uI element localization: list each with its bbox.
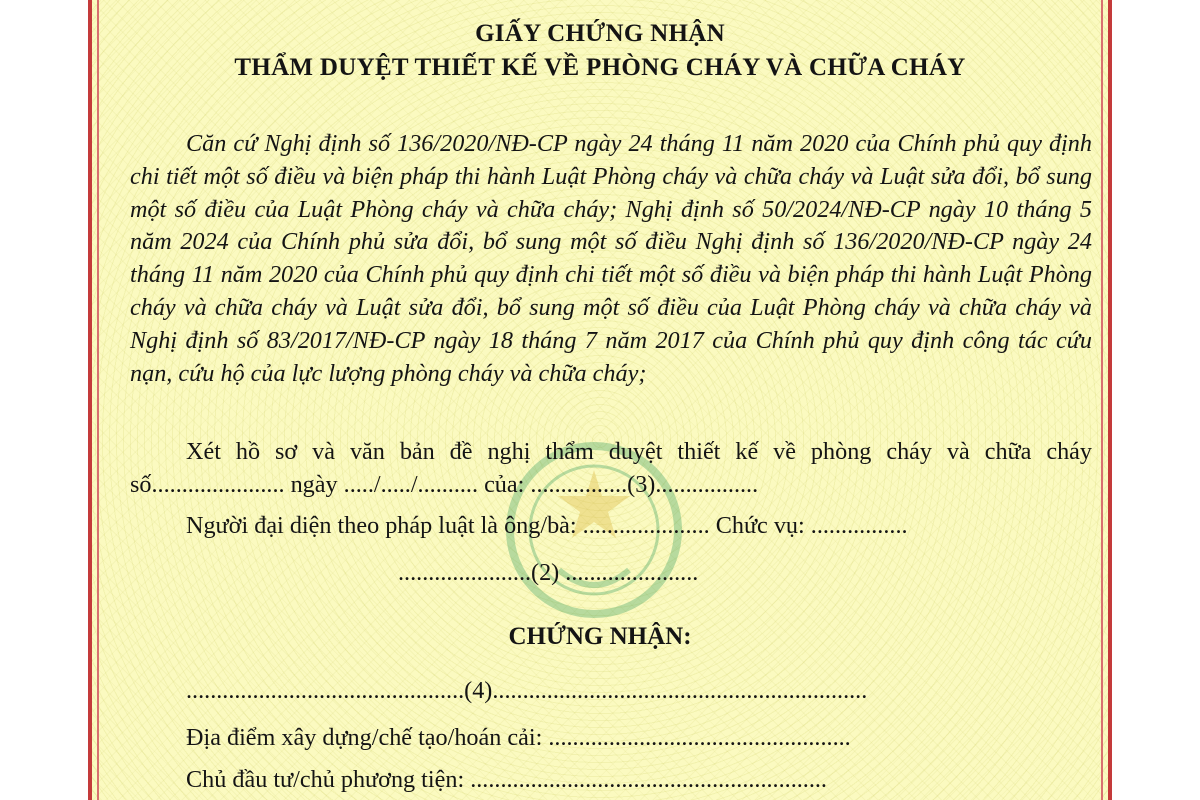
location-line: Địa điểm xây dựng/chế tạo/hoán cải: .................................................. [186,724,851,751]
certificate-subtitle: THẨM DUYỆT THIẾT KẾ VỀ PHÒNG CHÁY VÀ CHỮA CHÁY [234,54,966,81]
left-border-inner [97,0,99,800]
review-paragraph: Xét hồ sơ và văn bản đề nghị thẩm duyệt thiết kế về phòng cháy và chữa cháy số...................... ngày ...../...../.......... của: ................(3)................. [130,438,1092,498]
field-line-4: ..............................................(4).............................................................. [186,677,868,704]
representative-line: Người đại diện theo pháp luật là ông/bà: ..................... Chức vụ: ................ [186,512,908,539]
legal-basis-paragraph: Căn cứ Nghị định số 136/2020/NĐ-CP ngày 24 tháng 11 năm 2020 của Chính phủ quy định chi tiết một số điều và biện pháp thi hành Luật Phòng cháy và chữa cháy và Luật sửa đổi, bổ sung một số điều của Luật Phòng cháy và chữa cháy; Nghị định số 50/2024/NĐ-CP ngày 10 tháng 5 năm 2024 của Chính phủ sửa đổi, bổ sung một số điều Nghị định số 136/2020/NĐ-CP ngày 24 tháng 11 năm 2020 của Chính phủ quy định chi tiết một số điều và biện pháp thi hành Luật Phòng cháy và chữa cháy và Luật sửa đổi, bổ sung một số điều của Luật Phòng cháy và chữa cháy và Nghị định số 83/2017/NĐ-CP ngày 18 tháng 7 năm 2017 của Chính phủ quy định công tác cứu nạn, cứu hộ của lực lượng phòng cháy và chữa cháy; [130,130,1092,387]
certifies-heading: CHỨNG NHẬN: [508,623,692,650]
right-border [1108,0,1112,800]
left-border [88,0,92,800]
certificate-paper [88,0,1112,800]
certificate-title: GIẤY CHỨNG NHẬN [475,20,725,47]
owner-line: Chủ đầu tư/chủ phương tiện: ........................................................... [186,766,827,793]
right-border-inner [1101,0,1103,800]
field-line-2: ......................(2) ...................... [398,559,699,586]
